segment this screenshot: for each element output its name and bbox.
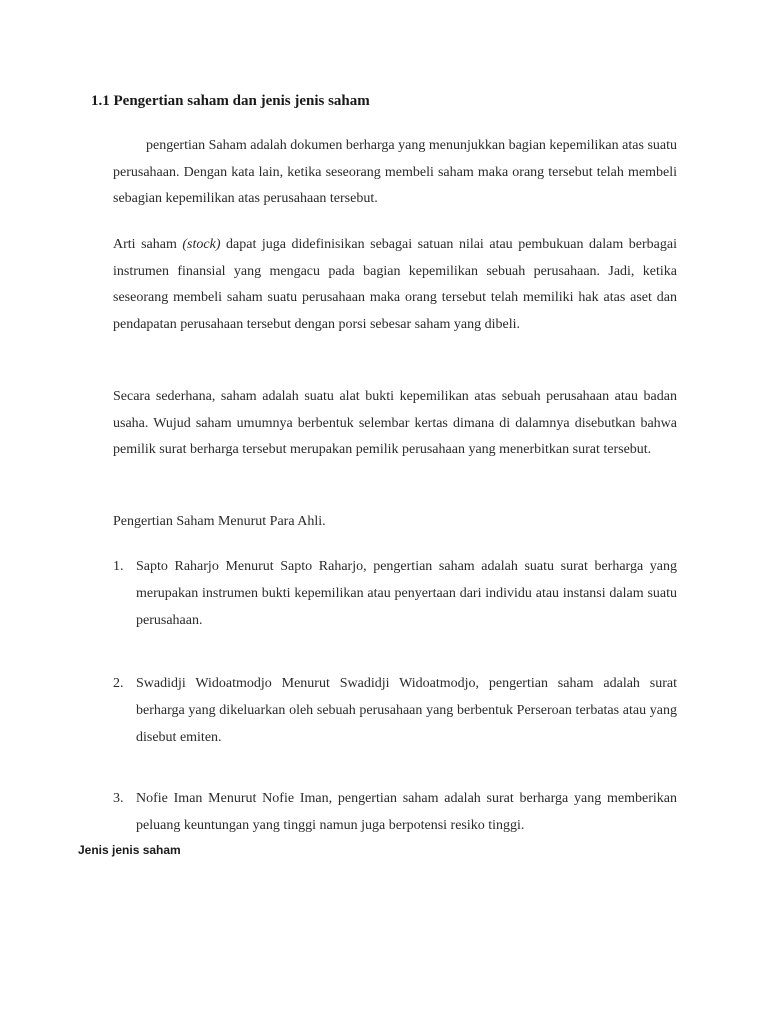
paragraph-simple-definition: Secara sederhana, saham adalah suatu alat bukti kepemilikan atas sebuah perusahaan atau badan usaha. Wujud saham umumnya berbentuk selembar kertas dimana di dalamnya disebutkan bahwa pemilik surat berharga tersebut merupakan pemilik perusahaan yang menerbitkan surat tersebut. bbox=[113, 389, 677, 457]
list-item-text: Swadidji Widoatmodjo Menurut Swadidji Widoatmodjo, pengertian saham adalah surat berharga yang dikeluarkan oleh sebuah perusahaan yang berbentuk Perseroan terbatas atau yang disebut emiten. bbox=[136, 676, 677, 745]
list-number: 2. bbox=[113, 676, 124, 691]
section-heading: 1.1 Pengertian saham dan jenis jenis saham bbox=[91, 93, 370, 109]
paragraph-stock-meaning-start: Arti saham bbox=[113, 237, 183, 252]
list-item-text: Sapto Raharjo Menurut Sapto Raharjo, pengertian saham adalah suatu surat berharga yang merupakan instrumen bukti kepemilikan atau penyertaan dari individu atau instansi dalam suatu perusahaan. bbox=[136, 559, 677, 628]
list-item-nofie-iman bbox=[113, 785, 677, 839]
list-number: 1. bbox=[113, 559, 124, 574]
stock-term: (stock) bbox=[182, 237, 221, 252]
list-item-text: Nofie Iman Menurut Nofie Iman, pengertian saham adalah surat berharga yang memberikan peluang keuntungan yang tinggi namun juga berpotensi resiko tinggi. bbox=[136, 791, 677, 833]
list-number: 3. bbox=[113, 791, 124, 806]
paragraph-stock-meaning-rest: dapat juga didefinisikan sebagai satuan nilai atau pembukuan dalam berbagai instrumen finansial yang mengacu pada bagian kepemilikan sebuah perusahaan. Jadi, ketika seseorang membeli saham suatu perusahaan maka orang tersebut telah memiliki hak atas aset dan pendapatan perusahaan tersebut dengan porsi sebesar saham yang dibeli. bbox=[113, 237, 677, 332]
subheading-stock-types: Jenis jenis saham bbox=[78, 843, 181, 857]
list-item-sapto-raharjo bbox=[113, 553, 677, 634]
list-item-swadidji-widoatmodjo bbox=[113, 670, 677, 751]
paragraph-stock-meaning bbox=[113, 232, 677, 338]
paragraph-definition: pengertian Saham adalah dokumen berharga yang menunjukkan bagian kepemilikan atas suatu perusahaan. Dengan kata lain, ketika seseorang membeli saham maka orang tersebut telah membeli sebagian kepemilikan atas perusahaan tersebut. bbox=[113, 138, 677, 206]
paragraph-experts-intro: Pengertian Saham Menurut Para Ahli. bbox=[113, 514, 326, 529]
